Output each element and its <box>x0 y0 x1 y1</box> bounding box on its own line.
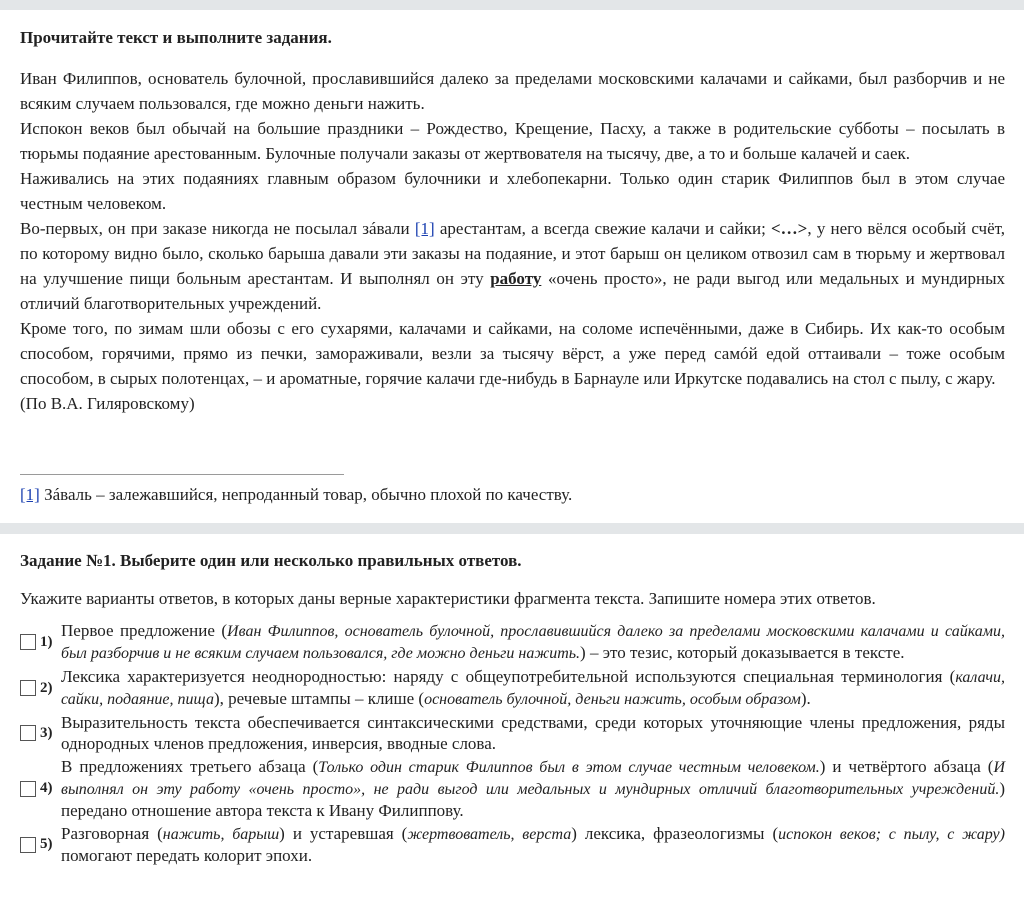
paragraph-5: Кроме того, по зимам шли обозы с его сухарями, калачами и сайками, на соломе испечёнными, даже в Сибирь. Их как-то особым способом, горячими, прямо из печки, замораживали, везли за тысячу вёрст, а уже перед самóй едой оттаивали – тоже особым способом, в сырых полотенцах, – и ароматные, горячие калачи где-нибудь в Барнауле или Иркутске подавались на стол с пылу, с жару. <box>20 319 1005 388</box>
paragraph-3: Наживались на этих подаяниях главным образом булочники и хлебопекарни. Только один старик Филиппов был в этом случае честным человеком. <box>20 169 1005 213</box>
option-4-text-e: ) передано отношение автора текста к Ивану Филиппову. <box>61 779 1005 820</box>
option-4-text <box>61 756 1005 821</box>
option-3-checkbox[interactable] <box>20 725 36 741</box>
option-5-text-e: ) лексика, фразеологизмы ( <box>571 824 779 843</box>
option-2-text-a: Лексика характеризуется неоднородностью: наряду с общеупотребительной используются специальная терминология ( <box>61 667 956 686</box>
option-5-text <box>61 823 1005 866</box>
option-2-examples-2: основатель булочной, деньги нажить, особым образом <box>424 691 801 708</box>
option-1-quote: Иван Филиппов, основатель булочной, прославившийся далеко за пределами московскими калачами и сайками, был разборчив и не всяким случаем пользовался, где можно деньги нажить. <box>61 623 1006 662</box>
answer-option-2 <box>20 666 1005 710</box>
answer-options <box>20 620 1005 868</box>
option-4-text-c: ) и четвёртого абзаца ( <box>819 757 994 776</box>
option-5-text-g: помогают передать колорит эпохи. <box>61 846 313 865</box>
answer-option-3 <box>20 712 1005 754</box>
option-2-number: 2) <box>40 679 53 696</box>
text-source: (По В.А. Гиляровскому) <box>20 394 195 413</box>
footnote-ref-link[interactable]: [1] <box>20 485 40 504</box>
option-2-text <box>61 666 1005 710</box>
footnote-link[interactable]: [1] <box>414 219 435 238</box>
option-5-number: 5) <box>40 836 53 852</box>
paragraph-2: Испокон веков был обычай на большие праздники – Рождество, Крещение, Пасху, а также в родительские субботы – посылать в тюрьмы подаяние арестованным. Булочные получали заказы от жертвователя на тысячу, две, а то и больше калачей и саек. <box>20 119 1005 163</box>
option-5-text-a: Разговорная ( <box>61 824 163 843</box>
option-3-text-a: Выразительность текста обеспечивается синтаксическими средствами, среди которых уточняющие члены предложения, ряды однородных членов предложения, инверсия, вводные слова. <box>61 713 1005 753</box>
answer-option-1 <box>20 620 1005 664</box>
answer-option-4 <box>20 756 1005 821</box>
option-5-checkbox[interactable] <box>20 837 36 853</box>
answer-option-5 <box>20 823 1005 866</box>
task-instruction: Укажите варианты ответов, в которых даны верные характеристики фрагмента текста. Запишите номера этих ответов. <box>20 589 876 608</box>
top-divider-band <box>0 0 1024 10</box>
text-heading: Прочитайте текст и выполните задания. <box>20 28 332 47</box>
option-5-text-c: ) и устаревшая ( <box>279 824 408 843</box>
footnote <box>20 485 572 505</box>
option-4-quote-1: Только один старик Филиппов был в этом случае честным человеком. <box>318 759 820 776</box>
option-2-text-e: ). <box>800 689 811 708</box>
option-4-quote-2: И выполнял он эту работу «очень просто», не ради выгод или медальных и мундирных отличий благотворительных учреждений. <box>61 759 1005 798</box>
section-divider-band <box>0 523 1024 534</box>
option-4-number: 4) <box>40 780 53 796</box>
option-2-examples-1: калачи, сайки, подаяние, пища <box>61 669 1005 708</box>
option-4-text-a: В предложениях третьего абзаца ( <box>61 757 319 776</box>
reading-text <box>20 66 1005 416</box>
paragraph-4 <box>20 216 1005 316</box>
option-1-number: 1) <box>40 633 53 650</box>
option-3-number: 3) <box>40 724 53 741</box>
option-1-checkbox[interactable] <box>20 634 36 650</box>
paragraph-4-part-2: арестантам, а всегда свежие калачи и сайки; <box>439 219 771 238</box>
task-title: Задание №1. Выберите один или несколько правильных ответов. <box>20 551 522 570</box>
option-3-text <box>61 712 1005 754</box>
option-1-text <box>61 620 1005 664</box>
paragraph-4-part-3: , у него вёлся особый счёт, по которому видно было, сколько барыша давали эти заказы на подаяние, и этот барыш он целиком отвозил сам в тюрьму и жертвовал на улучшение пищи больным арестантам. И выполнял он эту <box>20 219 1006 288</box>
footnote-separator <box>20 474 344 475</box>
option-1-text-a: Первое предложение ( <box>61 621 228 640</box>
option-4-checkbox[interactable] <box>20 781 36 797</box>
option-5-examples-3: испокон веков; с пылу, с жару) <box>778 826 1005 843</box>
text-gap-marker: <…> <box>771 219 808 238</box>
option-5-examples-2: жертвователь, верста <box>407 826 572 843</box>
paragraph-4-part-4: «очень просто», не ради выгод или медальных и мундирных отличий благотворительных учреждений. <box>20 269 1005 313</box>
option-5-examples-1: нажить, барыш <box>162 826 280 843</box>
paragraph-4-part-1: Во-первых, он при заказе никогда не посылал зáвали <box>20 219 410 238</box>
highlighted-word: работу <box>490 269 542 288</box>
option-2-text-c: ), речевые штампы – клише ( <box>214 689 425 708</box>
paragraph-1: Иван Филиппов, основатель булочной, прославившийся далеко за пределами московскими калачами и сайками, был разборчив и не всяким случаем пользовался, где можно деньги нажить. <box>20 69 1005 113</box>
option-1-text-c: ) – это тезис, который доказывается в тексте. <box>580 643 905 662</box>
option-2-checkbox[interactable] <box>20 680 36 696</box>
footnote-text: Зáваль – залежавшийся, непроданный товар, обычно плохой по качеству. <box>39 485 573 504</box>
